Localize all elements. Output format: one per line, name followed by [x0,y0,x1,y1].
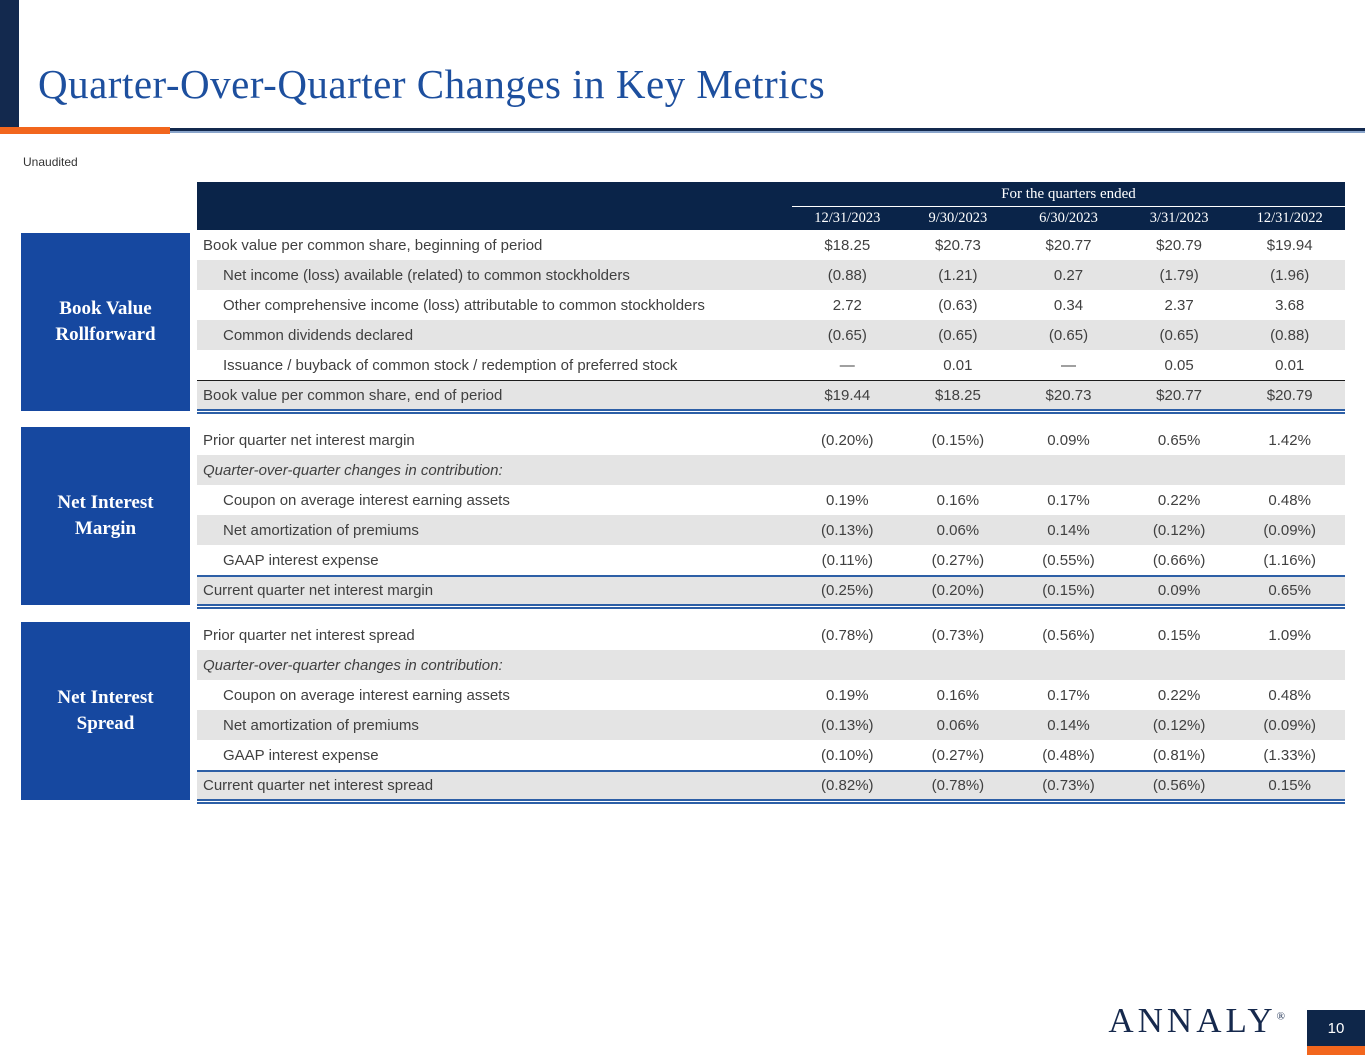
value-cell: $18.25 [824,236,871,254]
page-number-badge: 10 [1307,1010,1365,1046]
value-cell: (0.09%) [1263,521,1316,539]
value-cell: 2.72 [832,296,862,314]
value-cell: 0.22% [1157,686,1201,704]
column-header: 3/31/2023 [1149,210,1209,226]
table-row [197,770,1345,801]
table-section [197,620,1345,801]
value-cell: (0.27%) [931,551,985,569]
registered-mark: ® [1276,1010,1285,1023]
value-cell: $20.77 [1045,236,1092,254]
table-section [197,425,1345,606]
value-cell: (0.20%) [931,582,985,599]
corner-accent-bar [0,0,19,127]
value-cell: 0.06% [936,521,980,539]
section-sidebar-label: Net Interest Spread [21,622,190,800]
table-row [197,485,1345,515]
value-cell: (0.15%) [1042,582,1095,599]
row-label: Common dividends declared [223,326,414,344]
value-cell: (1.79) [1159,266,1199,284]
value-cell: 0.34 [1053,296,1084,314]
value-cell: 3.68 [1275,296,1305,314]
annaly-logo [1108,1001,1285,1041]
table-row [197,425,1345,455]
table-row [197,230,1345,260]
value-cell: (0.82%) [821,777,874,794]
value-cell: 0.09% [1157,582,1201,599]
value-cell: (0.65) [938,326,978,344]
value-cell: 0.17% [1047,686,1090,704]
column-header: 12/31/2022 [1256,210,1323,226]
value-cell: (0.78%) [821,626,874,644]
row-label: Coupon on average interest earning assets [223,686,510,704]
page-title: Quarter-Over-Quarter Changes in Key Metrics [38,61,826,107]
column-header: 12/31/2023 [814,210,881,226]
value-cell: 0.06% [936,716,980,734]
table-row [197,650,1345,680]
table-row [197,575,1345,606]
column-header: 6/30/2023 [1039,210,1098,226]
row-label: GAAP interest expense [223,746,379,764]
table-header-spacer [197,182,792,207]
value-cell [1234,455,1345,485]
table-row [197,380,1345,411]
value-cell: 0.19% [826,686,869,704]
value-cell: 1.09% [1268,626,1311,644]
value-cell: 0.48% [1268,686,1311,704]
divider-orange-segment [0,127,170,134]
value-cell [1013,455,1124,485]
value-cell: (0.13%) [821,716,874,734]
value-cell: $18.25 [934,386,981,404]
value-cell: $20.73 [1045,386,1092,404]
table-row [197,620,1345,650]
value-cell: (0.65) [827,326,867,344]
page-number-accent-strip [1307,1046,1365,1055]
value-cell: (0.66%) [1152,551,1206,569]
table-row [197,350,1345,380]
row-label: Current quarter net interest spread [203,777,434,794]
value-cell: 0.14% [1047,716,1090,734]
value-cell: 0.48% [1268,491,1311,509]
value-cell: (0.88) [1270,326,1310,344]
table-header [197,182,1345,230]
value-cell: (0.73%) [1042,777,1095,794]
value-cell: 0.16% [936,686,980,704]
value-cell: 0.16% [936,491,980,509]
value-cell: (0.56%) [1042,626,1095,644]
value-cell: (0.27%) [931,746,985,764]
value-cell: (0.09%) [1263,716,1316,734]
row-label: GAAP interest expense [223,551,379,569]
row-label: Net amortization of premiums [223,716,419,734]
row-label: Other comprehensive income (loss) attributable to common stockholders [223,296,705,314]
value-cell: (0.63) [938,296,978,314]
value-cell: (0.25%) [821,582,874,599]
value-cell [903,455,1014,485]
table-row [197,455,1345,485]
value-cell: (0.65) [1159,326,1199,344]
unaudited-label: Unaudited [23,155,78,169]
table-row [197,680,1345,710]
table-header-dates-row [197,207,1345,230]
value-cell: 0.14% [1047,521,1090,539]
value-cell: 0.65% [1157,431,1201,449]
value-cell: $20.77 [1156,386,1203,404]
table-row [197,710,1345,740]
value-cell: (0.10%) [821,746,874,764]
value-cell: (0.78%) [931,777,985,794]
value-cell [792,455,903,485]
table-row [197,320,1345,350]
value-cell: 1.42% [1268,431,1311,449]
row-label: Net income (loss) available (related) to common stockholders [223,266,630,284]
row-label: Prior quarter net interest spread [203,626,415,644]
table-row [197,515,1345,545]
value-cell: 0.01 [943,356,973,374]
table-row [197,740,1345,770]
value-cell [1013,650,1124,680]
table-row [197,290,1345,320]
value-cell: 0.15% [1268,777,1311,794]
value-cell: $19.44 [824,386,871,404]
value-cell: 0.17% [1047,491,1090,509]
table-section [197,230,1345,411]
value-cell: (0.12%) [1152,716,1206,734]
value-cell: $19.94 [1266,236,1313,254]
value-cell: — [1060,356,1076,374]
value-cell: (0.48%) [1042,746,1095,764]
value-cell: (1.96) [1270,266,1310,284]
value-cell: (0.20%) [821,431,874,449]
value-cell [1124,650,1235,680]
section-sidebar-label: Book Value Rollforward [21,233,190,411]
divider-navy-segment [170,128,1365,133]
table-header-group-row [197,182,1345,207]
value-cell: — [839,356,855,374]
value-cell: (0.73%) [931,626,985,644]
value-cell: 0.09% [1047,431,1090,449]
value-cell: 2.37 [1164,296,1194,314]
value-cell: 0.65% [1268,582,1311,599]
value-cell [1124,455,1235,485]
value-cell [1234,650,1345,680]
section-sidebar-label: Net Interest Margin [21,427,190,605]
column-header: 9/30/2023 [928,210,988,226]
table-row [197,260,1345,290]
value-cell: (1.16%) [1263,551,1316,569]
value-cell: 0.01 [1275,356,1305,374]
value-cell: $20.79 [1266,386,1313,404]
row-label: Coupon on average interest earning assets [223,491,510,509]
value-cell: (0.12%) [1152,521,1206,539]
value-cell: 0.19% [826,491,869,509]
annaly-logo-text: ANNALY [1108,1001,1277,1040]
value-cell [792,650,903,680]
table-header-spacer [197,207,792,230]
value-cell: (1.33%) [1263,746,1316,764]
value-cell: (1.21) [938,266,978,284]
row-label: Quarter-over-quarter changes in contribution: [203,656,503,674]
row-label: Current quarter net interest margin [203,582,434,599]
value-cell: (0.88) [827,266,867,284]
value-cell: (0.13%) [821,521,874,539]
value-cell: 0.05 [1164,356,1194,374]
value-cell: (0.81%) [1152,746,1206,764]
table-row [197,545,1345,575]
value-cell: $20.73 [934,236,981,254]
table-header-group-title: For the quarters ended [792,182,1345,207]
row-label: Net amortization of premiums [223,521,419,539]
row-label: Book value per common share, end of period [203,386,503,404]
value-cell: (0.55%) [1042,551,1095,569]
value-cell: 0.27 [1053,266,1084,284]
row-label: Quarter-over-quarter changes in contribution: [203,461,503,479]
row-label: Book value per common share, beginning of period [203,236,543,254]
value-cell [903,650,1014,680]
row-label: Prior quarter net interest margin [203,431,415,449]
title-divider [0,127,1365,135]
value-cell: $20.79 [1156,236,1203,254]
row-label: Issuance / buyback of common stock / redemption of preferred stock [223,356,678,374]
value-cell: 0.22% [1157,491,1201,509]
value-cell: (0.65) [1048,326,1089,344]
value-cell: 0.15% [1157,626,1201,644]
value-cell: (0.11%) [821,551,873,569]
value-cell: (0.15%) [931,431,985,449]
value-cell: (0.56%) [1152,777,1206,794]
